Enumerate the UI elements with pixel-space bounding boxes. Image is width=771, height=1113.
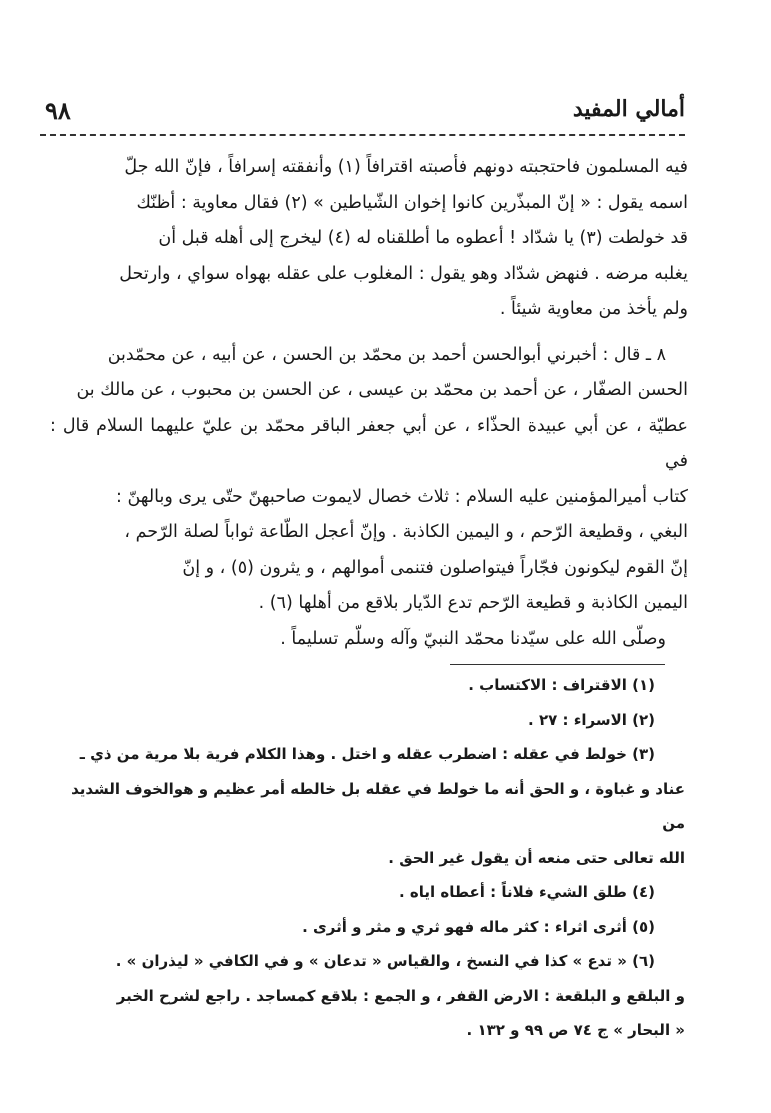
footnote-6-continued: و البلقع و البلقعة : الارض القفر ، و الجمع : بلاقع كمساجد . راجع لشرح الخبر xyxy=(116,986,685,1005)
narration-line: عطيّة ، عن أبي عبيدة الحذّاء ، عن أبي جعفر الباقر محمّد بن عليّ عليهما السلام قال : في xyxy=(50,415,688,471)
footnote-3-continued: الله تعالى حتى منعه أن يقول غير الحق . xyxy=(388,848,685,867)
footnotes xyxy=(45,668,685,1048)
narration-line: كتاب أميرالمؤمنين عليه السلام : ثلاث خصال لايموت صاحبهنّ حتّى يرى وبالهنّ : xyxy=(116,486,688,507)
closing-line: وصلّى الله على سيّدنا محمّد النبيّ وآله وسلّم تسليماً . xyxy=(280,628,666,649)
running-title: أمالي المفيد xyxy=(572,96,685,122)
text-line: فيه المسلمون فاحتجبته دونهم فأصبته اقترافاً (١) وأنفقته إسرافاً ، فإنّ الله جلّ xyxy=(124,157,688,177)
narration-line: ٨ ـ قال : أخبرني أبوالحسن أحمد بن محمّد بن الحسن ، عن أبيه ، عن محمّدبن xyxy=(107,344,666,365)
footnote-2: (٢) الاسراء : ٢٧ . xyxy=(528,710,655,729)
footnote-6-continued: « البحار » ج ٧٤ ص ٩٩ و ١٣٢ . xyxy=(466,1021,685,1039)
footnote-1: (١) الاقتراف : الاكتساب . xyxy=(468,676,655,694)
narration-line: الحسن الصفّار ، عن أحمد بن محمّد بن عيسى ، عن الحسن بن محبوب ، عن مالك بن xyxy=(76,380,688,400)
text-line: يغلبه مرضه . فنهض شدّاد وهو يقول : المغلوب على عقله بهواه سواي ، وارتحل xyxy=(119,263,688,284)
footnote-4: (٤) طلق الشيء فلاناً : أعطاه اياه . xyxy=(398,883,655,901)
text-line: ولم يأخذ من معاوية شيئاً . xyxy=(499,299,688,319)
page-header xyxy=(45,96,685,130)
footnote-5: (٥) أثرى اثراء : كثر ماله فهو ثري و مثر و أثرى . xyxy=(302,917,655,936)
text-line: اسمه يقول : « إنّ المبذّرين كانوا إخوان الشّياطين » (٢) فقال معاوية : أظنّك xyxy=(136,192,688,213)
header-divider xyxy=(40,134,685,136)
narration-line: اليمين الكاذبة و قطيعة الرّحم تدع الدّيار بلاقع من أهلها (٦) . xyxy=(258,593,688,613)
narration-line: إنّ القوم ليكونون فجّاراً فيتواصلون فتنمى أموالهم ، و يثرون (٥) ، و إنّ xyxy=(182,557,688,578)
main-text xyxy=(50,150,688,657)
footnote-3: (٣) خولط في عقله : اضطرب عقله و اختل . وهذا الكلام فرية بلا مرية من ذي ـ xyxy=(79,745,655,763)
footnote-6: (٦) « تدع » كذا في النسخ ، والقياس « تدعان » و في الكافي « ليذران » . xyxy=(115,952,655,970)
narration-line: البغي ، وقطيعة الرّحم ، و اليمين الكاذبة . وإنّ أعجل الطّاعة ثواباً لصلة الرّحم ، xyxy=(124,522,688,542)
footnote-3-continued: عناد و غباوة ، و الحق أنه ما خولط في عقله بل خالطه أمر عظيم و هوالخوف الشديد من xyxy=(71,779,685,832)
page-number: ٩٨ xyxy=(45,96,71,125)
footnote-divider xyxy=(450,664,665,665)
text-line: قد خولطت (٣) يا شدّاد ! أعطوه ما أطلقناه له (٤) ليخرج إلى أهله قبل أن xyxy=(158,228,688,248)
